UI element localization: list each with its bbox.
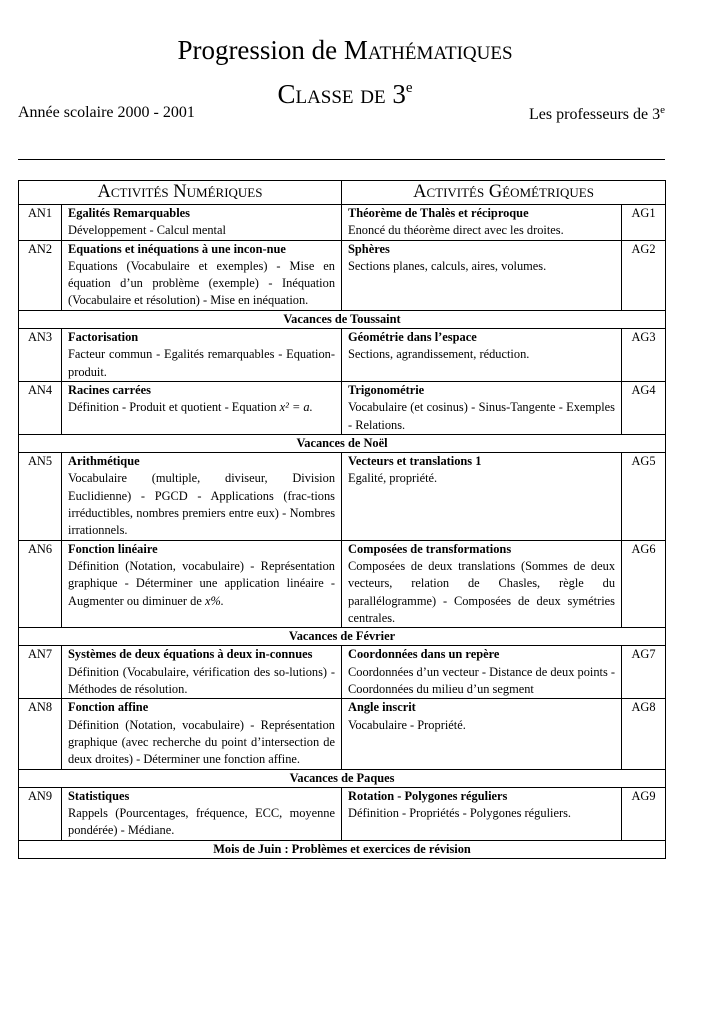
- ag-code: AG6: [622, 540, 666, 627]
- table-row: [19, 240, 666, 310]
- ag-description: Définition - Propriétés - Polygones réguliers.: [348, 806, 572, 821]
- equation: x² = a.: [279, 400, 313, 415]
- an-cell: [62, 329, 342, 382]
- an-code: AN6: [19, 540, 62, 627]
- ag-cell: [342, 787, 622, 840]
- ag-description: Sections, agrandissement, réduction.: [348, 347, 530, 362]
- ag-description: Coordonnées d’un vecteur - Distance de deux points - Coordonnées du milieu d’un segment: [348, 664, 616, 697]
- an-description: Définition (Vocabulaire, vérification des so-lutions) - Méthodes de résolution.: [68, 664, 336, 697]
- table-row: [19, 453, 666, 540]
- an-code: AN2: [19, 240, 62, 310]
- holiday-label: Vacances de Toussaint: [19, 310, 666, 328]
- progression-table: [18, 180, 666, 859]
- ag-title: Théorème de Thalès et réciproque: [348, 206, 529, 220]
- table-row: [19, 699, 666, 769]
- ag-title: Sphères: [348, 241, 390, 256]
- table-row: [19, 329, 666, 382]
- an-title: Arithmétique: [68, 454, 140, 469]
- an-code: AN9: [19, 787, 62, 840]
- ag-title: Rotation - Polygones réguliers: [348, 788, 508, 803]
- ag-code: AG7: [622, 646, 666, 699]
- header-geometric: Activités Géométriques: [342, 181, 666, 205]
- holiday-label: Vacances de Paques: [19, 769, 666, 787]
- ag-title: Coordonnées dans un repère: [348, 647, 500, 662]
- an-cell: [62, 699, 342, 769]
- an-title: Racines carrées: [68, 382, 151, 397]
- ag-cell: [342, 453, 622, 540]
- an-description-text: Définition - Produit et quotient - Equation: [68, 400, 277, 415]
- ag-code: AG3: [622, 329, 666, 382]
- table-row: [19, 646, 666, 699]
- ag-title: Vecteurs et translations 1: [348, 454, 482, 469]
- an-code: AN7: [19, 646, 62, 699]
- ag-description: Vocabulaire - Propriété.: [348, 717, 466, 732]
- an-cell: [62, 205, 342, 241]
- an-title: Fonction linéaire: [68, 541, 158, 556]
- ag-description: Egalité, propriété.: [348, 471, 438, 486]
- ag-cell: [342, 540, 622, 627]
- final-label: Mois de Juin : Problèmes et exercices de révision: [19, 840, 666, 858]
- class-label: Classe de 3: [277, 79, 406, 109]
- an-cell: [62, 240, 342, 310]
- final-row: [19, 840, 666, 858]
- class-superscript: e: [405, 80, 413, 96]
- holiday-row: [19, 769, 666, 787]
- ag-cell: [342, 205, 622, 241]
- ag-title: Trigonométrie: [348, 382, 425, 397]
- holiday-label: Vacances de Noël: [19, 434, 666, 452]
- an-cell: [62, 453, 342, 540]
- an-cell: [62, 787, 342, 840]
- ag-code: AG8: [622, 699, 666, 769]
- an-description: Rappels (Pourcentages, fréquence, ECC, moyenne pondérée) - Médiane.: [68, 806, 336, 838]
- an-description: Développement - Calcul mental: [68, 223, 226, 238]
- an-description: Définition (Notation, vocabulaire) - Représentation graphique (avec recherche du point d’intersection de deux droites) - Déterminer une fonction affine.: [68, 717, 336, 767]
- an-title: Factorisation: [68, 330, 139, 345]
- an-title: Statistiques: [68, 788, 130, 803]
- an-code: AN1: [19, 205, 62, 241]
- teachers: [529, 104, 665, 124]
- holiday-row: [19, 434, 666, 452]
- an-title: Egalités Remarquables: [68, 206, 190, 220]
- ag-code: AG4: [622, 381, 666, 434]
- an-code: AN8: [19, 699, 62, 769]
- ag-code: AG9: [622, 787, 666, 840]
- ag-cell: [342, 240, 622, 310]
- holiday-label: Vacances de Février: [19, 628, 666, 646]
- percent-expression: x%.: [204, 593, 224, 608]
- holiday-row: [19, 628, 666, 646]
- an-cell: [62, 381, 342, 434]
- an-title: Fonction affine: [68, 700, 149, 715]
- an-description: [68, 399, 335, 416]
- ag-code: AG5: [622, 453, 666, 540]
- title-subject: Mathématiques: [343, 35, 513, 65]
- teachers-superscript: e: [660, 104, 665, 116]
- an-code: AN4: [19, 381, 62, 434]
- an-cell: [62, 540, 342, 627]
- table-header: [19, 181, 666, 205]
- ag-title: Composées de transformations: [348, 541, 512, 556]
- ag-cell: [342, 646, 622, 699]
- page-title: [0, 34, 690, 66]
- ag-cell: [342, 699, 622, 769]
- an-cell: [62, 646, 342, 699]
- school-year: Année scolaire 2000 - 2001: [18, 104, 195, 121]
- an-code: AN5: [19, 453, 62, 540]
- an-description-text: Définition (Notation, vocabulaire) - Représentation graphique - Déterminer une application linéaire - Augmenter ou diminuer de: [68, 558, 336, 608]
- holiday-row: [19, 310, 666, 328]
- an-description: Vocabulaire (multiple, diviseur, Division Euclidienne) - PGCD - Applications (frac-tions irréductibles, nombres premiers entre eux) - Nombres irrationnels.: [68, 471, 336, 538]
- ag-cell: [342, 381, 622, 434]
- table-row: [19, 540, 666, 627]
- table-row: [19, 787, 666, 840]
- header-numeric: Activités Numériques: [19, 181, 342, 205]
- teachers-label: Les professeurs de 3: [529, 106, 661, 123]
- table-row: [19, 205, 666, 241]
- an-title: Systèmes de deux équations à deux in-connues: [68, 647, 313, 662]
- ag-title: Géométrie dans l’espace: [348, 330, 477, 345]
- an-description: [68, 558, 335, 610]
- ag-code: AG2: [622, 240, 666, 310]
- title-prefix: Progression de: [177, 35, 338, 65]
- ag-description: Composées de deux translations (Sommes de deux vecteurs, relation de Chasles, règle du parallélogramme) - Composées de deux symétries centrales.: [348, 558, 616, 625]
- ag-description: Vocabulaire (et cosinus) - Sinus-Tangente - Exemples - Relations.: [348, 400, 616, 432]
- ag-title: Angle inscrit: [348, 700, 416, 715]
- table-row: [19, 381, 666, 434]
- an-description: Facteur commun - Egalités remarquables - Equation-produit.: [68, 347, 336, 379]
- header-divider: [18, 159, 665, 160]
- an-code: AN3: [19, 329, 62, 382]
- an-description: Equations (Vocabulaire et exemples) - Mise en équation d’un problème (exemple) - Inéquation (Vocabulaire et résolution) - Mise en inéquation.: [68, 258, 336, 308]
- ag-description: Sections planes, calculs, aires, volumes.: [348, 258, 547, 273]
- an-title: Equations et inéquations à une incon-nue: [68, 241, 286, 256]
- ag-description: Enoncé du théorème direct avec les droites.: [348, 223, 564, 238]
- ag-code: AG1: [622, 205, 666, 241]
- ag-cell: [342, 329, 622, 382]
